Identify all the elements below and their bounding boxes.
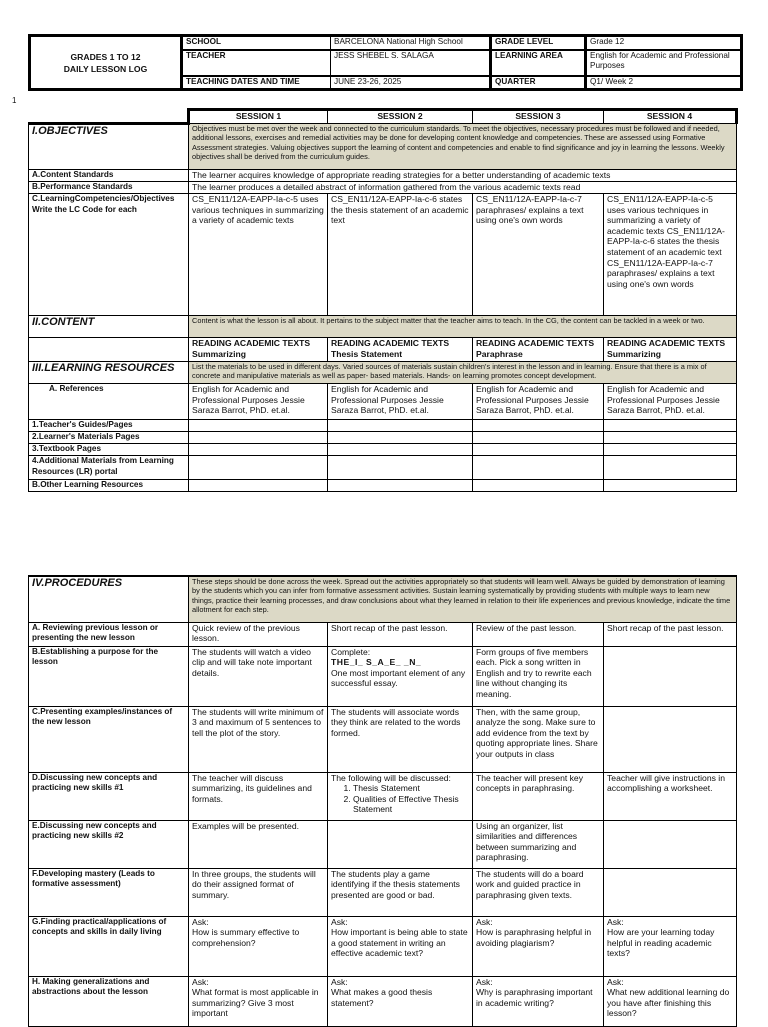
- list-item: 2. Qualities of Effective Thesis Statement: [353, 794, 469, 815]
- topic-session-4: [604, 338, 737, 362]
- ask-label: Ask:: [331, 916, 348, 927]
- topic-line1: READING ACADEMIC TEXTS: [476, 338, 595, 348]
- procedure-g-session-1: [189, 916, 328, 976]
- competency-session-2: CS_EN11/12A-EAPP-Ia-c-6 states the thesis statement of an academic text: [328, 194, 473, 316]
- procedure-h-session-2: [328, 976, 473, 1026]
- session-4-header: SESSION 4: [604, 110, 737, 124]
- topic-line1: READING ACADEMIC TEXTS: [331, 338, 450, 348]
- procedure-d-session-2: [328, 772, 473, 820]
- learners-materials-label: 2.Learner's Materials Pages: [29, 432, 189, 444]
- ask-label: Ask:: [331, 976, 348, 987]
- procedure-c-session-3: Then, with the same group, analyze the song. Make sure to add evidence from the text by quoting appropriate lines. Share your outputs in class: [473, 706, 604, 772]
- procedure-d-session-4: Teacher will give instructions in accomplishing a worksheet.: [604, 772, 737, 820]
- topic-session-2: [328, 338, 473, 362]
- ask-label: Ask:: [192, 916, 209, 927]
- procedure-f-session-3: The students will do a board work and guided practice in paraphrasing given texts.: [473, 868, 604, 916]
- procedure-g-session-3: [473, 916, 604, 976]
- competencies-label: C.LearningCompetencies/Objectives Write the LC Code for each: [29, 194, 189, 316]
- school-value: BARCELONA National High School: [331, 36, 491, 50]
- question-text: How important is being able to state a good statement in writing an effective academic text?: [331, 927, 468, 959]
- topic-session-1: [189, 338, 328, 362]
- teachers-guides-label: 1.Teacher's Guides/Pages: [29, 420, 189, 432]
- question-text: How are your learning today helpful in reading academic texts?: [607, 927, 715, 959]
- lesson-table-procedures: [28, 575, 737, 1027]
- reference-session-1: English for Academic and Professional Purposes Jessie Saraza Barrot, PhD. et.al.: [189, 384, 328, 420]
- procedure-b-session-4: [604, 646, 737, 706]
- grade-value: Grade 12: [586, 36, 742, 50]
- ask-label: Ask:: [476, 916, 493, 927]
- topic-line2: Summarizing: [192, 348, 246, 359]
- teacher-value: JESS SHEBEL S. SALAGA: [331, 50, 491, 76]
- procedure-h-session-3: [473, 976, 604, 1026]
- dates-label: TEACHING DATES AND TIME: [182, 76, 331, 90]
- procedure-e-session-1: Examples will be presented.: [189, 820, 328, 868]
- procedures-note: These steps should be done across the week. Spread out the activities appropriately so that students will learn well. Always be guided by demonstration of learning by the students which you can infer from formative assessment activities. Sustain learning systematically by providing students with multiple ways to learn new things, practice their learning processes, and draw conclusions about what they learned in relation to their life experiences and previous knowledge, indicate the time allotment for each step.: [189, 576, 737, 622]
- procedure-a-session-4: Short recap of the past lesson.: [604, 622, 737, 646]
- teacher-label: TEACHER: [182, 50, 331, 76]
- dates-value: JUNE 23-26, 2025: [331, 76, 491, 90]
- procedure-f-session-2: The students play a game identifying if the thesis statements presented are good or bad.: [328, 868, 473, 916]
- procedure-h-session-1: [189, 976, 328, 1026]
- procedure-b-label: B.Establishing a purpose for the lesson: [29, 646, 189, 706]
- procedure-d-session-3: The teacher will present key concepts in paraphrasing.: [473, 772, 604, 820]
- content-note: Content is what the lesson is all about. It pertains to the subject matter that the teacher aims to teach. In the CG, the content can be tackled in a week or two.: [189, 316, 737, 338]
- quarter-label: QUARTER: [491, 76, 586, 90]
- question-text: What new additional learning do you have after finishing this lesson?: [607, 987, 730, 1019]
- content-standards-label: A.Content Standards: [29, 170, 189, 182]
- procedure-a-label: A. Reviewing previous lesson or presenting the new lesson: [29, 622, 189, 646]
- topic-line2: Thesis Statement: [331, 348, 403, 359]
- title-line1: GRADES 1 TO 12: [70, 51, 141, 62]
- area-label: LEARNING AREA: [491, 50, 586, 76]
- procedure-c-session-4: [604, 706, 737, 772]
- ask-label: Ask:: [476, 976, 493, 987]
- procedure-b-session-2: [328, 646, 473, 706]
- procedure-c-label: C.Presenting examples/instances of the new lesson: [29, 706, 189, 772]
- question-text: How is summary effective to comprehension?: [192, 927, 300, 948]
- competency-session-4: CS_EN11/12A-EAPP-Ia-c-5 uses various techniques in summarizing a variety of academic texts CS_EN11/12A-EAPP-Ia-c-6 states the thesis statement of an academic text CS_EN11/12A-EAPP-Ia-c-7 paraphrases/ explains a text using one's own words: [604, 194, 737, 316]
- missing-letters-puzzle: THE_I_ S_A_E_ _N_: [331, 657, 422, 668]
- reference-session-2: English for Academic and Professional Purposes Jessie Saraza Barrot, PhD. et.al.: [328, 384, 473, 420]
- competency-session-3: CS_EN11/12A-EAPP-Ia-c-7 paraphrases/ explains a text using one's own words: [473, 194, 604, 316]
- school-label: SCHOOL: [182, 36, 331, 50]
- procedure-b-session-1: The students will watch a video clip and will take note important details.: [189, 646, 328, 706]
- competency-session-1: CS_EN11/12A-EAPP-Ia-c-5 uses various techniques in summarizing a variety of academic texts: [189, 194, 328, 316]
- procedure-c-session-1: The students will write minimum of 3 and maximum of 5 sentences to tell the plot of the story.: [189, 706, 328, 772]
- header-table: [28, 34, 743, 91]
- topic-line2: Summarizing: [607, 348, 661, 359]
- blank-corner: [29, 110, 189, 124]
- lesson-table-part1: [28, 108, 738, 492]
- other-resources-label: B.Other Learning Resources: [29, 480, 189, 492]
- procedure-a-session-3: Review of the past lesson.: [473, 622, 604, 646]
- objectives-heading: I.OBJECTIVES: [29, 124, 189, 170]
- textbook-pages-label: 3.Textbook Pages: [29, 444, 189, 456]
- additional-materials-label: 4.Additional Materials from Learning Resources (LR) portal: [29, 456, 189, 480]
- complete-prompt: Complete:: [331, 646, 371, 657]
- discussion-intro: The following will be discussed:: [331, 772, 451, 783]
- topic-line1: READING ACADEMIC TEXTS: [607, 338, 726, 348]
- content-blank: [29, 338, 189, 362]
- procedure-g-session-2: [328, 916, 473, 976]
- procedure-e-session-2: [328, 820, 473, 868]
- procedure-f-label: F.Developing mastery (Leads to formative assessment): [29, 868, 189, 916]
- reference-session-3: English for Academic and Professional Purposes Jessie Saraza Barrot, PhD. et.al.: [473, 384, 604, 420]
- content-heading: II.CONTENT: [29, 316, 189, 338]
- topic-line1: READING ACADEMIC TEXTS: [192, 338, 311, 348]
- resources-note: List the materials to be used in different days. Varied sources of materials sustain children's interest in the lesson and in learning. Ensure that there is a mix of concrete and manipulative materials as well as paper- based materials. Hands- on learning promotes concept development.: [189, 362, 737, 384]
- procedure-a-session-1: Quick review of the previous lesson.: [189, 622, 328, 646]
- procedure-a-session-2: Short recap of the past lesson.: [328, 622, 473, 646]
- content-standards-value: The learner acquires knowledge of appropriate reading strategies for a better understanding of academic texts: [189, 170, 737, 182]
- procedure-b-session-3: Form groups of five members each. Pick a song written in English and try to rewrite each line without changing its meaning.: [473, 646, 604, 706]
- procedure-f-session-1: In three groups, the students will do their assigned format of summary.: [189, 868, 328, 916]
- resources-heading: III.LEARNING RESOURCES: [29, 362, 189, 384]
- grade-label: GRADE LEVEL: [491, 36, 586, 50]
- ask-label: Ask:: [192, 976, 209, 987]
- procedure-h-label: H. Making generalizations and abstractions about the lesson: [29, 976, 189, 1026]
- procedure-e-session-4: [604, 820, 737, 868]
- procedure-f-session-4: [604, 868, 737, 916]
- title-line2: DAILY LESSON LOG: [63, 63, 148, 74]
- objectives-note: Objectives must be met over the week and connected to the curriculum standards. To meet the objectives, necessary procedures must be followed and if needed, additional lessons, exercises and remedial activities may be done for developing content knowledge and competencies. These are assessed using Formative Assessment strategies. Valuing objectives support the learning of content and competencies and enable to find significance and joy in learning the lessons. Weekly objectives shall be derived from the curriculum guides.: [189, 124, 737, 170]
- session-3-header: SESSION 3: [473, 110, 604, 124]
- procedure-h-session-4: [604, 976, 737, 1026]
- ask-label: Ask:: [607, 976, 624, 987]
- procedure-g-session-4: [604, 916, 737, 976]
- procedure-c-session-2: The students will associate words they think are related to the words formed.: [328, 706, 473, 772]
- procedure-e-label: E.Discussing new concepts and practicing new skills #2: [29, 820, 189, 868]
- area-value: English for Academic and Professional Purposes: [586, 50, 742, 76]
- question-text: What makes a good thesis statement?: [331, 987, 433, 1008]
- quarter-value: Q1/ Week 2: [586, 76, 742, 90]
- performance-standards-value: The learner produces a detailed abstract of information gathered from the various academic texts read: [189, 182, 737, 194]
- puzzle-hint: One most important element of any successful essay.: [331, 667, 466, 689]
- ask-label: Ask:: [607, 916, 624, 927]
- references-label: A. References: [29, 384, 189, 420]
- performance-standards-label: B.Performance Standards: [29, 182, 189, 194]
- session-1-header: SESSION 1: [189, 110, 328, 124]
- procedure-d-session-1: The teacher will discuss summarizing, its guidelines and formats.: [189, 772, 328, 820]
- list-item: 1. Thesis Statement: [353, 783, 469, 794]
- discussion-list: [331, 783, 469, 815]
- question-text: What format is most applicable in summarizing? Give 3 most important: [192, 987, 319, 1019]
- session-2-header: SESSION 2: [328, 110, 473, 124]
- topic-session-3: [473, 338, 604, 362]
- topic-line2: Paraphrase: [476, 348, 523, 359]
- reference-session-4: English for Academic and Professional Purposes Jessie Saraza Barrot, PhD. et.al.: [604, 384, 737, 420]
- question-text: How is paraphrasing helpful in avoiding plagiarism?: [476, 927, 592, 948]
- procedure-e-session-3: Using an organizer, list similarities and differences between summarizing and paraphrasing.: [473, 820, 604, 868]
- page-number: 1: [12, 96, 17, 105]
- procedure-g-label: G.Finding practical/applications of concepts and skills in daily living: [29, 916, 189, 976]
- procedure-d-label: D.Discussing new concepts and practicing new skills #1: [29, 772, 189, 820]
- question-text: Why is paraphrasing important in academic writing?: [476, 987, 593, 1008]
- log-title: [30, 36, 182, 90]
- procedures-heading: IV.PROCEDURES: [29, 576, 189, 622]
